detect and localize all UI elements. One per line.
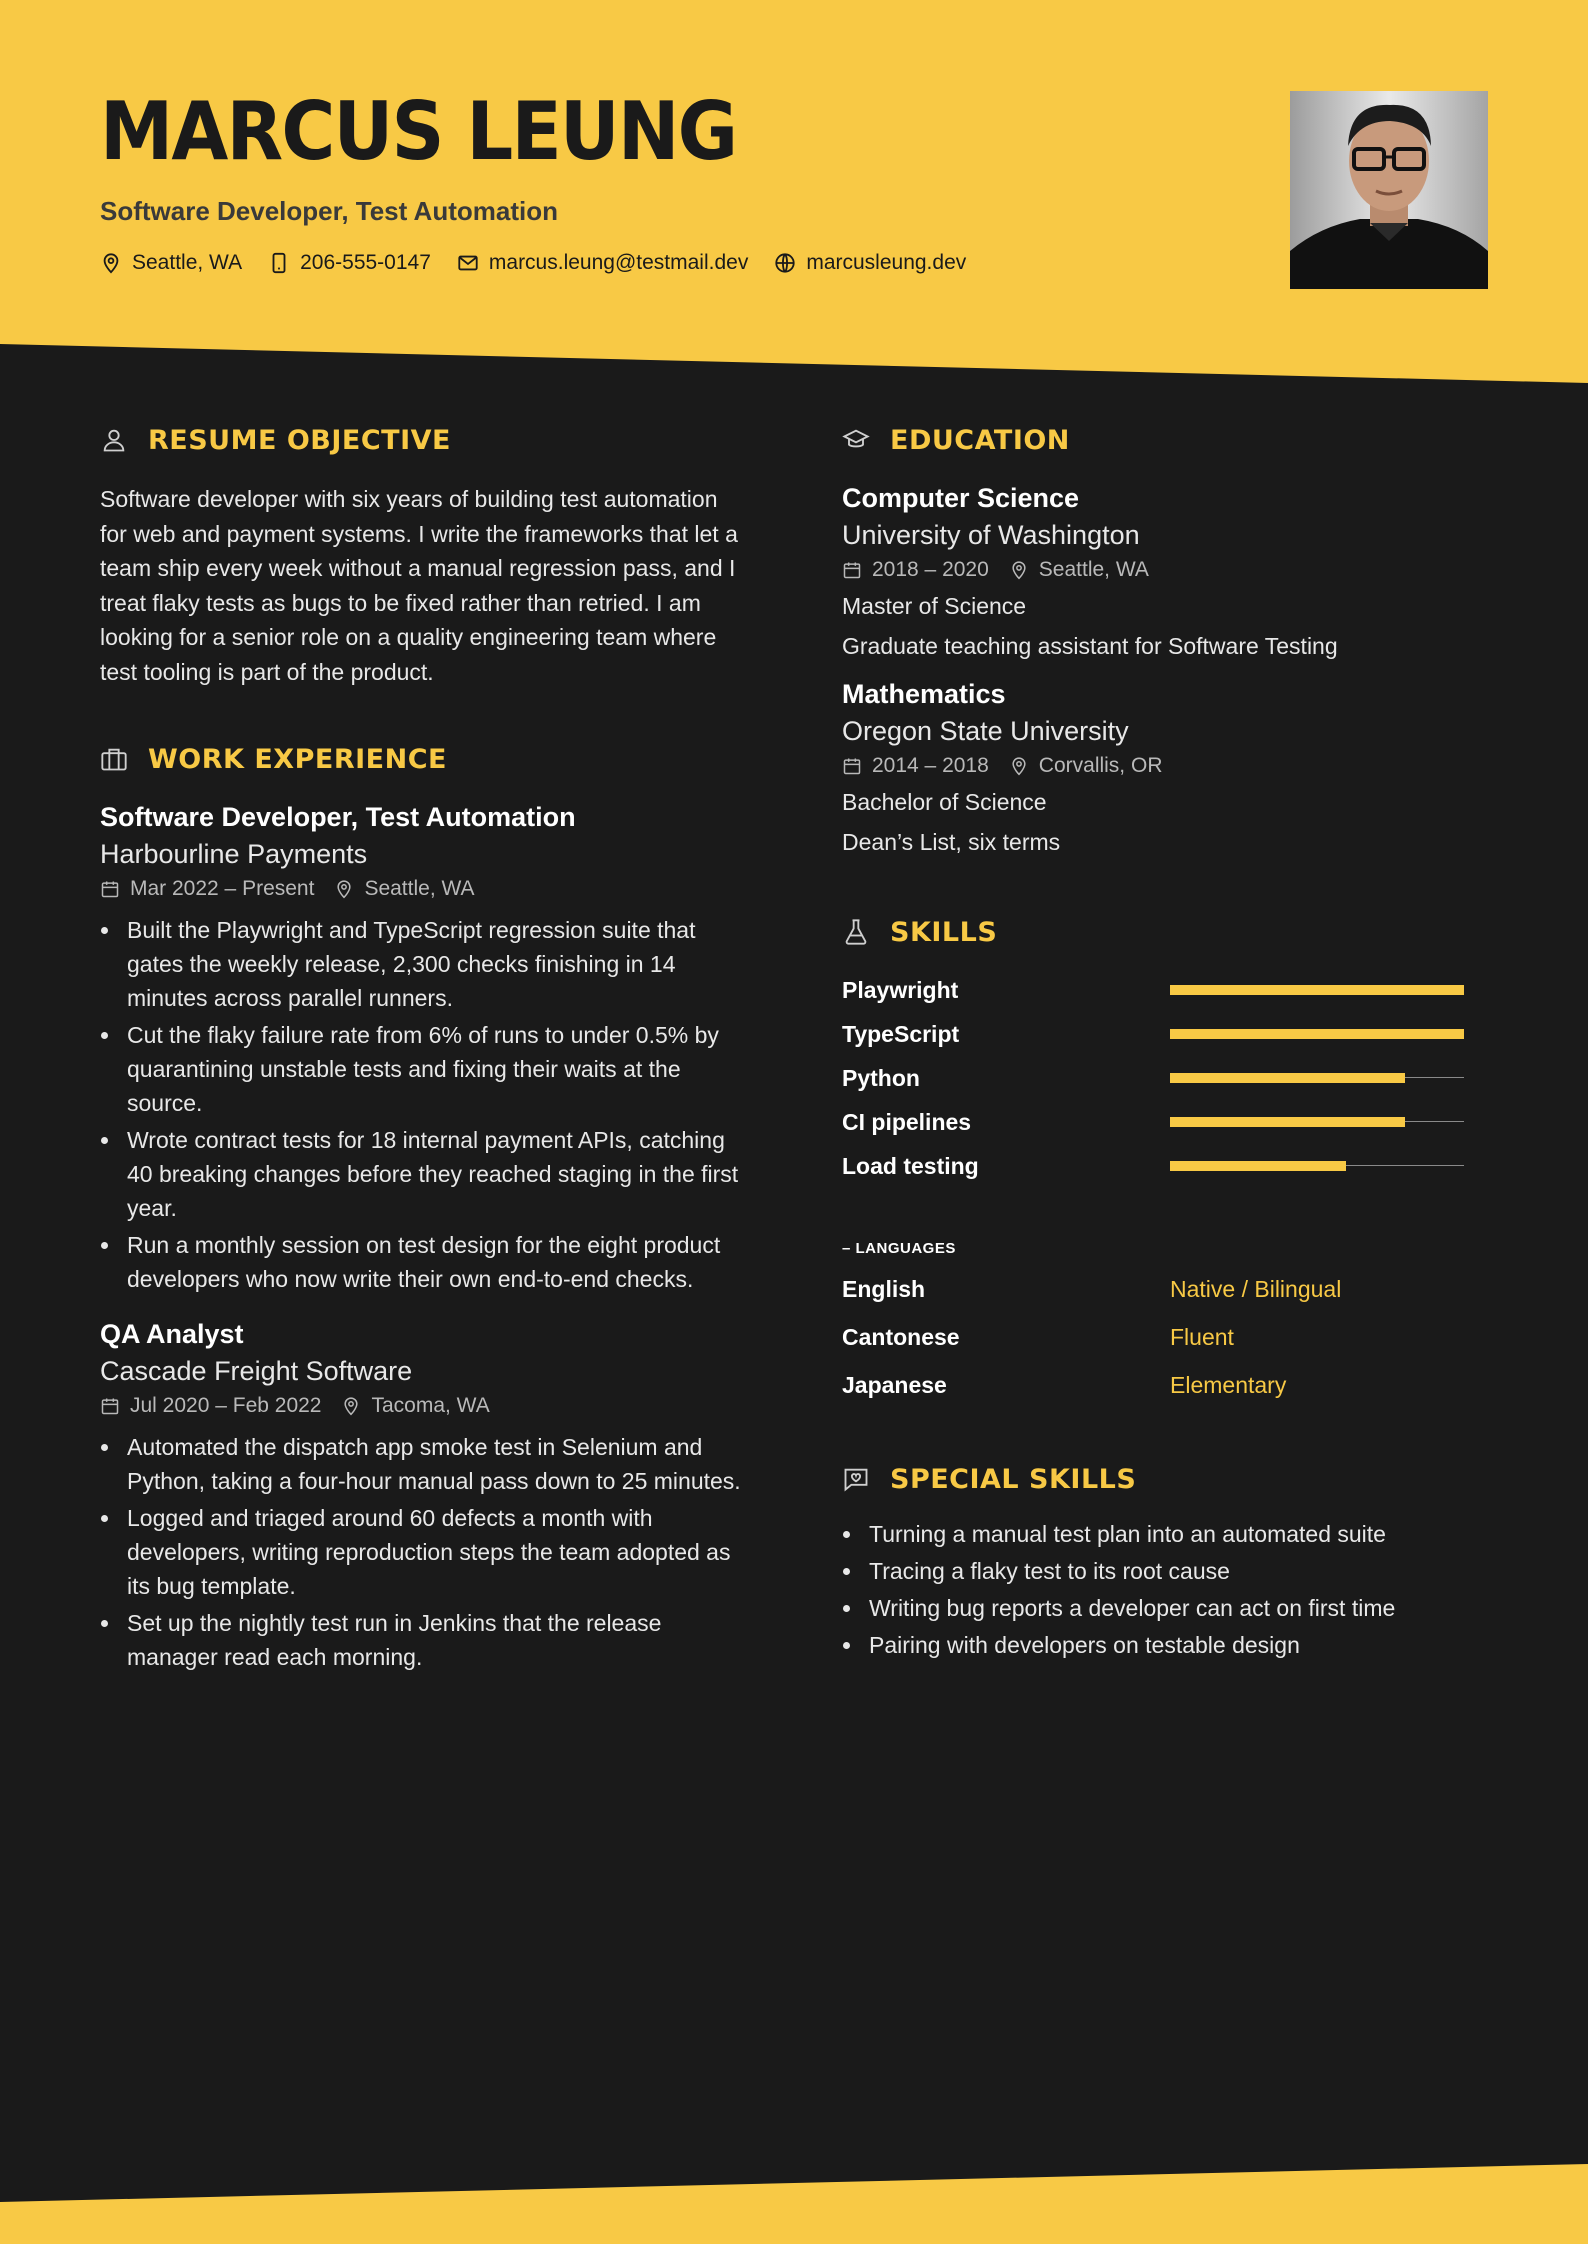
language-row (842, 1361, 1492, 1409)
objective-title: RESUME OBJECTIVE (148, 424, 451, 456)
flask-icon (842, 918, 870, 946)
location-pin-icon (334, 879, 354, 899)
contact-website[interactable] (774, 251, 966, 275)
skill-row (842, 968, 1492, 1012)
skill-level-bar (1170, 985, 1464, 995)
edu-location: Seattle, WA (1038, 558, 1149, 581)
list-item: Pairing with developers on testable design (842, 1628, 1492, 1662)
user-icon (100, 426, 128, 454)
skill-name: Python (842, 1064, 920, 1091)
calendar-icon (842, 756, 862, 776)
language-row (842, 1265, 1492, 1313)
edu-meta (842, 554, 1492, 586)
job-dates: Mar 2022 – Present (130, 877, 315, 900)
list-item: Logged and triaged around 60 defects a month with developers, writing reproduction steps the team adopted as its bug template. (100, 1501, 750, 1603)
skill-name: Playwright (842, 976, 959, 1003)
edu-school: Oregon State University (842, 716, 1129, 746)
language-name: English (842, 1275, 926, 1302)
edu-degree: Bachelor of Science (842, 789, 1047, 815)
contact-location-text: Seattle, WA (132, 251, 243, 274)
job-meta (100, 873, 750, 905)
globe-icon (774, 252, 796, 274)
skill-row (842, 1012, 1492, 1056)
location-pin-icon (100, 252, 122, 274)
list-item: Turning a manual test plan into an automated suite (842, 1517, 1492, 1551)
list-item: Writing bug reports a developer can act on first time (842, 1591, 1492, 1625)
left-column (100, 420, 750, 1677)
skill-level-bar (1170, 1029, 1464, 1039)
special-skills-title: SPECIAL SKILLS (890, 1463, 1137, 1495)
location-pin-icon (1009, 560, 1029, 580)
skills-heading (842, 912, 1492, 952)
calendar-icon (100, 879, 120, 899)
list-item: Set up the nightly test run in Jenkins that the release manager read each morning. (100, 1606, 750, 1674)
job-dates: Jul 2020 – Feb 2022 (130, 1394, 322, 1417)
skill-level-bar (1170, 1161, 1464, 1171)
contact-email-text: marcus.leung@testmail.dev (488, 251, 749, 274)
job-title: Software Developer, Test Automation (100, 802, 576, 832)
contact-location (100, 251, 242, 275)
list-item: Cut the flaky failure rate from 6% of runs to under 0.5% by quarantining unstable tests and fixing their waits at the source. (100, 1018, 750, 1120)
language-level: Native / Bilingual (1170, 1275, 1342, 1302)
education-heading (842, 420, 1492, 460)
objective-heading (100, 420, 750, 460)
language-name: Japanese (842, 1371, 947, 1398)
languages-label: – LANGUAGES (842, 1240, 956, 1257)
edu-field: Computer Science (842, 483, 1080, 513)
phone-icon (268, 252, 290, 274)
job-entry (100, 799, 750, 1296)
list-item: Wrote contract tests for 18 internal payment APIs, catching 40 breaking changes before they reached staging in the first year. (100, 1123, 750, 1225)
education-title: EDUCATION (890, 424, 1070, 456)
skill-name: TypeScript (842, 1020, 960, 1047)
skill-row (842, 1144, 1492, 1188)
contact-email[interactable] (457, 251, 748, 275)
edu-school: University of Washington (842, 520, 1140, 550)
job-location: Seattle, WA (364, 877, 475, 900)
job-location: Tacoma, WA (371, 1394, 490, 1417)
edu-location: Corvallis, OR (1038, 754, 1163, 777)
list-item: Built the Playwright and TypeScript regression suite that gates the weekly release, 2,300 checks finishing in 14 minutes across parallel runners. (100, 913, 750, 1015)
language-list (842, 1265, 1492, 1409)
job-company: Harbourline Payments (100, 839, 368, 869)
experience-title: WORK EXPERIENCE (148, 743, 447, 775)
job-entry (100, 1316, 750, 1674)
edu-degree: Master of Science (842, 593, 1027, 619)
skill-name: Load testing (842, 1152, 979, 1179)
job-bullets (100, 1430, 750, 1674)
language-level: Fluent (1170, 1323, 1234, 1350)
contact-phone-text: 206-555-0147 (300, 251, 431, 274)
profile-photo (1290, 91, 1488, 289)
graduation-cap-icon (842, 426, 870, 454)
objective-text: Software developer with six years of building test automation for web and payment systems. I write the frameworks that let a team ship every week without a manual regression pass, and I treat flaky tests as bugs to be fixed rather than retried. I am looking for a senior role on a quality engineering team where test tooling is part of the product. (100, 486, 738, 685)
skill-level-bar (1170, 1073, 1464, 1083)
edu-dates: 2018 – 2020 (872, 558, 989, 581)
briefcase-icon (100, 745, 128, 773)
calendar-icon (100, 1396, 120, 1416)
edu-meta (842, 750, 1492, 782)
skill-list (842, 968, 1492, 1188)
right-column (842, 420, 1492, 1665)
language-row (842, 1313, 1492, 1361)
job-title: QA Analyst (100, 1319, 244, 1349)
edu-field: Mathematics (842, 679, 1006, 709)
list-item: Run a monthly session on test design for the eight product developers who now write their own end-to-end checks. (100, 1228, 750, 1296)
edu-note: Dean’s List, six terms (842, 829, 1061, 855)
language-name: Cantonese (842, 1323, 960, 1350)
special-skills-list (842, 1517, 1492, 1662)
list-item: Automated the dispatch app smoke test in Selenium and Python, taking a four-hour manual pass down to 25 minutes. (100, 1430, 750, 1498)
location-pin-icon (1009, 756, 1029, 776)
list-item: Tracing a flaky test to its root cause (842, 1554, 1492, 1588)
skill-level-bar (1170, 1117, 1464, 1127)
experience-heading (100, 739, 750, 779)
resume-header (100, 85, 1480, 275)
contact-phone[interactable] (268, 251, 431, 275)
mail-icon (457, 252, 479, 274)
calendar-icon (842, 560, 862, 580)
special-skills-heading (842, 1459, 1492, 1499)
skills-title: SKILLS (890, 916, 998, 948)
job-bullets (100, 913, 750, 1296)
candidate-title: Software Developer, Test Automation (100, 196, 558, 226)
edu-note: Graduate teaching assistant for Software Testing (842, 633, 1338, 659)
education-entry (842, 480, 1492, 666)
skill-row (842, 1100, 1492, 1144)
location-pin-icon (341, 1396, 361, 1416)
edu-dates: 2014 – 2018 (872, 754, 989, 777)
skill-row (842, 1056, 1492, 1100)
language-level: Elementary (1170, 1371, 1287, 1398)
job-company: Cascade Freight Software (100, 1356, 413, 1386)
job-meta (100, 1390, 750, 1422)
education-entry (842, 676, 1492, 862)
chat-heart-icon (842, 1465, 870, 1493)
candidate-name: MARCUS LEUNG (100, 85, 737, 178)
skill-name: CI pipelines (842, 1108, 972, 1135)
footer-banner (0, 2160, 1588, 2244)
contact-list (100, 251, 1480, 275)
contact-website-text: marcusleung.dev (806, 251, 967, 274)
